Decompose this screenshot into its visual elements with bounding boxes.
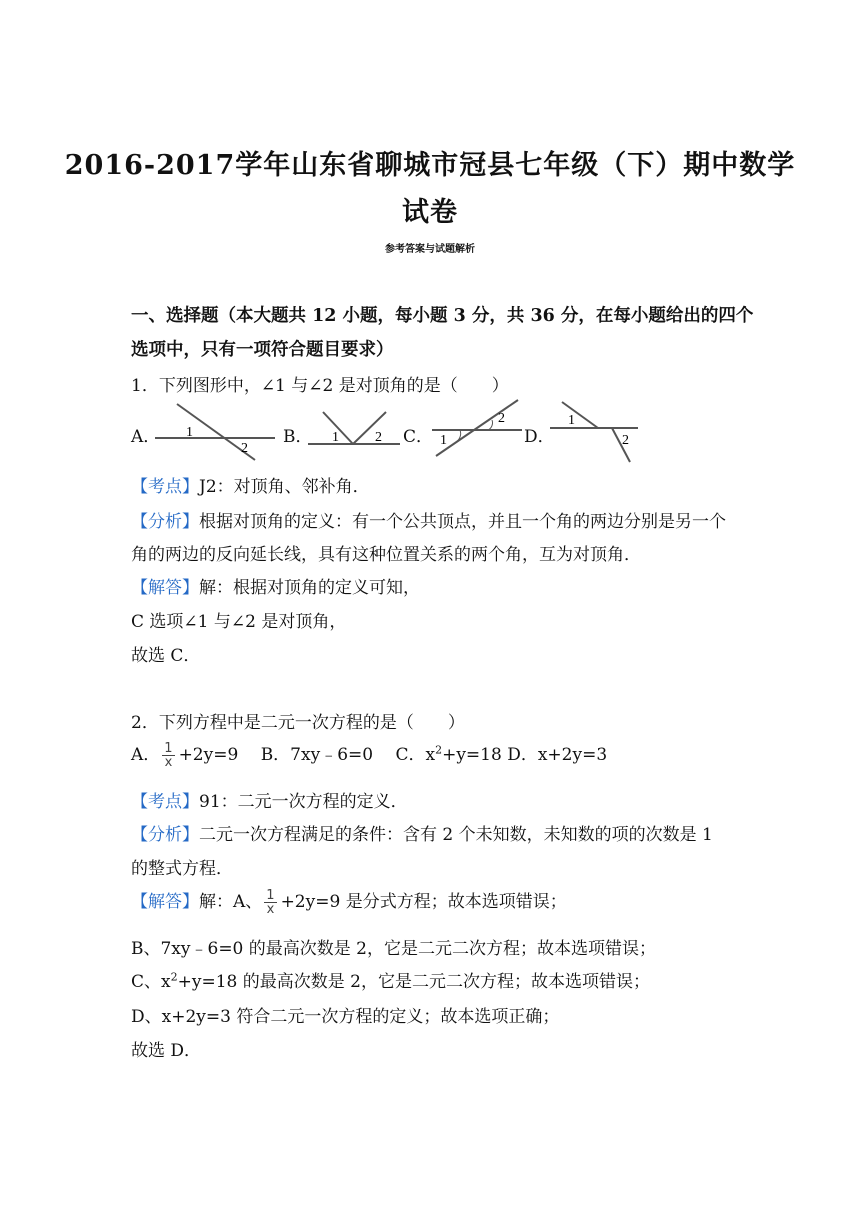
q2-options-text2: +y=18 D．x+2y=3 [442, 745, 608, 765]
document-title-line1: 2016-2017学年山东省聊城市冠县七年级（下）期中数学 [64, 150, 796, 181]
q1-fenxi-line1: 根据对顶角的定义：有一个公共顶点，并且一个角的两边分别是另一个 [199, 512, 726, 532]
q2-kaodian-text: 91：二元一次方程的定义． [199, 792, 408, 812]
q2-line-c [131, 967, 650, 992]
q1-figure-a-angle1: 1 [186, 425, 193, 440]
q1-figure-a [155, 398, 280, 463]
q2-stem: 2．下列方程中是二元一次方程的是（ ） [131, 713, 465, 733]
q2-options [131, 740, 607, 769]
q1-figure-d-angle1: 1 [568, 413, 575, 428]
q1-jieda-tag: 【解答】 [131, 578, 199, 598]
q1-jieda-line1: 解：根据对顶角的定义可知， [199, 578, 420, 598]
q2-fenxi-line1: 二元一次方程满足的条件：含有 2 个未知数，未知数的项的次数是 1 [199, 825, 713, 845]
q2-kaodian [131, 787, 408, 812]
q1-figure-c-angle1: 1 [440, 433, 447, 448]
q2-final: 故选 D． [131, 1041, 202, 1061]
q1-jieda [131, 573, 420, 598]
q1-figure-a-angle2: 2 [241, 441, 248, 456]
q2-fraction-numerator: 1 [164, 741, 173, 756]
q1-figure-c-angle2: 2 [498, 411, 505, 426]
q1-kaodian-text: J2：对顶角、邻补角． [199, 477, 370, 497]
q1-option-c-label: C． [403, 427, 434, 447]
q2-jieda-prefix: 解：A、 [199, 892, 263, 912]
q2-jieda-fraction-numerator: 1 [266, 888, 275, 903]
q2-jieda [131, 887, 567, 916]
document-title-line2: 试卷 [402, 197, 458, 228]
q2-kaodian-tag: 【考点】 [131, 792, 199, 812]
q2-jieda-fraction [264, 889, 276, 916]
q1-option-a-label: A． [131, 427, 161, 447]
q2-line-c-prefix: C、x [131, 972, 171, 992]
q1-fenxi [131, 507, 726, 532]
q2-jieda-fraction-denominator: x [266, 902, 275, 917]
q1-jieda-line2: C 选项∠1 与∠2 是对顶角， [131, 612, 347, 632]
q1-figure-c [428, 398, 526, 460]
q1-jieda-line3: 故选 C． [131, 646, 201, 666]
q1-figure-b-angle2: 2 [375, 430, 382, 445]
q2-fraction [162, 742, 174, 769]
q2-line-b: B、7xy﹣6=0 的最高次数是 2，它是二元二次方程；故本选项错误； [131, 939, 656, 959]
q2-line-c-superscript: 2 [170, 970, 178, 984]
q2-line-c-rest: +y=18 的最高次数是 2，它是二元二次方程；故本选项错误； [177, 972, 650, 992]
q2-superscript: 2 [435, 743, 443, 757]
q1-figure-b [308, 408, 403, 448]
q1-kaodian [131, 472, 370, 497]
q1-figure-b-angle1: 1 [332, 430, 339, 445]
q2-options-text: +2y=9 B．7xy﹣6=0 C．x [178, 745, 436, 765]
q1-fenxi-tag: 【分析】 [131, 512, 199, 532]
q1-fenxi-line2: 角的两边的反向延长线，具有这种位置关系的两个角，互为对顶角． [131, 545, 641, 565]
q2-option-a-prefix: A． [131, 745, 161, 765]
q2-jieda-tag: 【解答】 [131, 892, 199, 912]
section-heading-line2: 选项中，只有一项符合题目要求） [131, 340, 394, 360]
q1-kaodian-tag: 【考点】 [131, 477, 199, 497]
q2-fraction-denominator: x [164, 755, 173, 770]
document-subtitle: 参考答案与试题解析 [385, 244, 475, 255]
q2-line-d: D、x+2y=3 符合二元一次方程的定义；故本选项正确； [131, 1007, 560, 1027]
q2-fenxi [131, 820, 713, 845]
q2-fenxi-line2: 的整式方程． [131, 859, 233, 879]
section-heading-line1: 一、选择题（本大题共 12 小题，每小题 3 分，共 36 分，在每小题给出的四个 [131, 306, 754, 326]
q1-option-b-label: B． [283, 427, 313, 447]
q1-figure-d-angle2: 2 [622, 433, 629, 448]
q1-option-d-label: D． [524, 427, 555, 447]
q2-jieda-a-rest: +2y=9 是分式方程；故本选项错误； [280, 892, 567, 912]
q1-figure-d [550, 398, 640, 464]
q1-stem: 1．下列图形中，∠1 与∠2 是对顶角的是（ ） [131, 376, 509, 396]
q2-fenxi-tag: 【分析】 [131, 825, 199, 845]
